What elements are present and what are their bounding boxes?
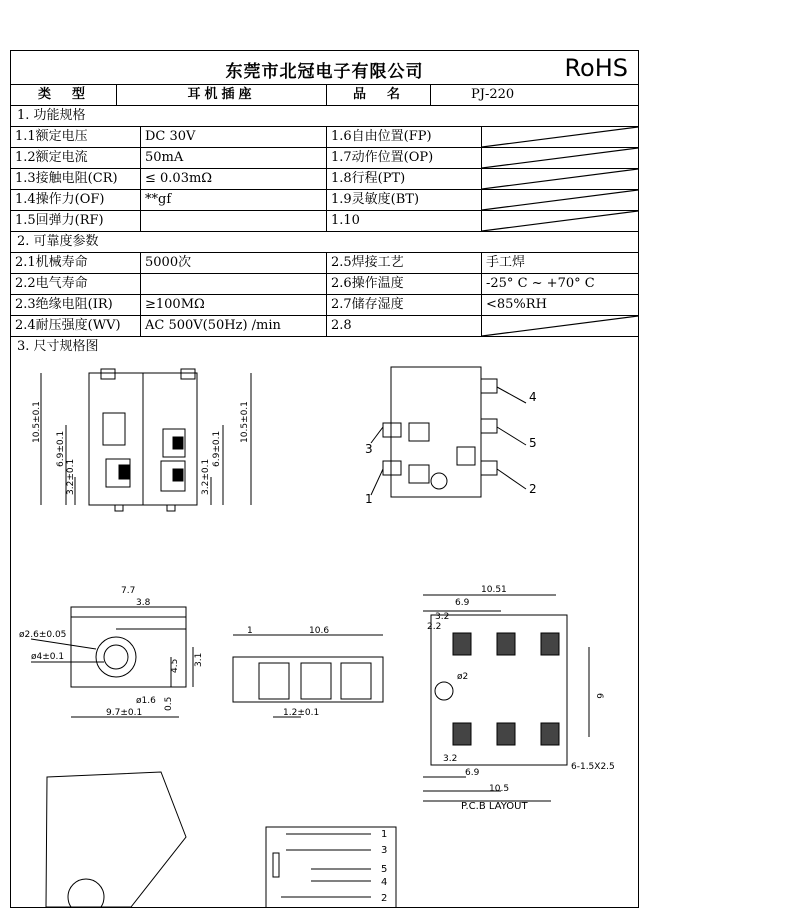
func-row [11,211,638,232]
section-func: 1. 功能规格 [11,106,638,127]
rel-k2: 2.5焊接工艺 [327,253,482,273]
rel-row [11,316,638,337]
dim-1: 1 [247,626,253,636]
circuit-pin-4: 4 [381,877,388,888]
func-row [11,190,638,211]
circuit-pin-1: 1 [381,829,388,840]
circuit-pin-5: 5 [381,864,388,875]
dim-3-2-right: 3.2±0.1 [201,458,211,495]
func-v2 [482,148,638,168]
func-k2: 1.7动作位置(OP) [327,148,482,168]
pcb-dim-6: 6 [594,693,604,699]
rel-v2 [482,316,638,336]
rel-v1 [141,274,327,294]
dim-9-7: 9.7±0.1 [106,708,143,718]
func-v2 [482,169,638,189]
func-k1: 1.2额定电流 [11,148,141,168]
dim-7-7: 7.7 [121,586,136,596]
name-value: PJ-220 [471,87,515,102]
func-k2: 1.10 [327,211,482,231]
func-v1 [141,211,327,231]
dim-3-1: 3.1 [194,652,204,667]
rel-k2: 2.8 [327,316,482,336]
dim-3-8: 3.8 [136,598,151,608]
rel-v2: <85%RH [486,297,547,312]
rel-k2: 2.7储存湿度 [327,295,482,315]
rel-k1: 2.3绝缘电阻(IR) [11,295,141,315]
rel-k1: 2.4耐压强度(WV) [11,316,141,336]
circuit-pin-2: 2 [381,893,388,904]
func-k2: 1.8行程(PT) [327,169,482,189]
func-k1: 1.5回弹力(RF) [11,211,141,231]
pin-view [371,367,526,497]
spec-sheet [10,50,639,908]
func-k1: 1.4操作力(OF) [11,190,141,210]
func-v1: **gf [141,190,327,210]
section-dimensions: 3. 尺寸规格图 [17,339,99,354]
pcb-dim-3-2: 3.2 [435,612,450,622]
rel-v1: AC 500V(50Hz) /min [141,316,327,336]
pin-label-1: 1 [365,492,373,506]
dim-0-5: 0.5 [164,696,174,711]
type-value: 耳机插座 [117,85,327,105]
rel-row [11,274,638,295]
pcb-dim-2-2: 2.2 [427,622,442,632]
dim-d1-6: ø1.6 [136,696,156,706]
pcb-dim-6-9-bottom: 6.9 [465,768,480,778]
rel-v2: 手工焊 [486,255,526,270]
company-name: 东莞市北冠电子有限公司 [225,62,424,82]
perspective-view [46,772,186,907]
type-label: 类 型 [11,85,117,105]
rel-row [11,295,638,316]
dimension-drawings [11,357,638,907]
dim-10-5-right: 10.5±0.1 [240,401,250,443]
rel-v1: 5000次 [141,253,327,273]
func-row [11,148,638,169]
section-reliability: 2. 可靠度参数 [11,232,638,253]
pcb-dim-3-2-bottom: 3.2 [443,754,458,764]
pcb-dim-d2: ø2 [457,672,469,682]
circuit-diagram [266,827,396,907]
pcb-dim-6-9: 6.9 [455,598,470,608]
header-row [11,51,638,85]
dim-10-6: 10.6 [309,626,330,636]
rel-k2: 2.6操作温度 [327,274,482,294]
dim-1-2: 1.2±0.1 [283,708,320,718]
rel-row [11,253,638,274]
func-k1: 1.3接触电阻(CR) [11,169,141,189]
circuit-pin-3: 3 [381,845,388,856]
rel-v1: ≥100MΩ [141,295,327,315]
dim-d2-6: ø2.6±0.05 [19,630,67,640]
rohs-mark: RoHS [564,54,628,82]
bottom-view [233,635,383,717]
info-row [11,85,638,106]
pin-label-4: 4 [529,390,537,404]
pin-label-5: 5 [529,436,537,450]
pcb-layout [423,595,589,801]
pcb-dim-10-51: 10.51 [481,585,507,595]
func-row [11,127,638,148]
func-v2 [482,190,638,210]
func-v1: DC 30V [141,127,327,147]
func-row [11,169,638,190]
dim-d4: ø4±0.1 [31,652,65,662]
func-v1: ≤ 0.03mΩ [141,169,327,189]
func-k2: 1.9灵敏度(BT) [327,190,482,210]
func-k2: 1.6自由位置(FP) [327,127,482,147]
func-v2 [482,127,638,147]
dim-6-9-right: 6.9±0.1 [212,430,222,467]
name-label: 品 名 [327,85,431,105]
func-v2 [482,211,638,231]
func-k1: 1.1额定电压 [11,127,141,147]
dim-10-5-left: 10.5±0.1 [32,401,42,443]
func-v1: 50mA [141,148,327,168]
pin-label-3: 3 [365,442,373,456]
dim-6-9-left: 6.9±0.1 [56,430,66,467]
rel-v2: -25° C ~ +70° C [486,276,595,291]
rel-k1: 2.1机械寿命 [11,253,141,273]
pin-label-2: 2 [529,482,537,496]
dim-4-5: 4.5 [170,658,180,673]
dim-3-2-left: 3.2±0.1 [66,458,76,495]
pcb-dim-10-5: 10.5 [489,784,510,794]
pcb-title: P.C.B LAYOUT [461,801,528,812]
pcb-slots: 6-1.5X2.5 [571,762,615,772]
rel-k1: 2.2电气寿命 [11,274,141,294]
